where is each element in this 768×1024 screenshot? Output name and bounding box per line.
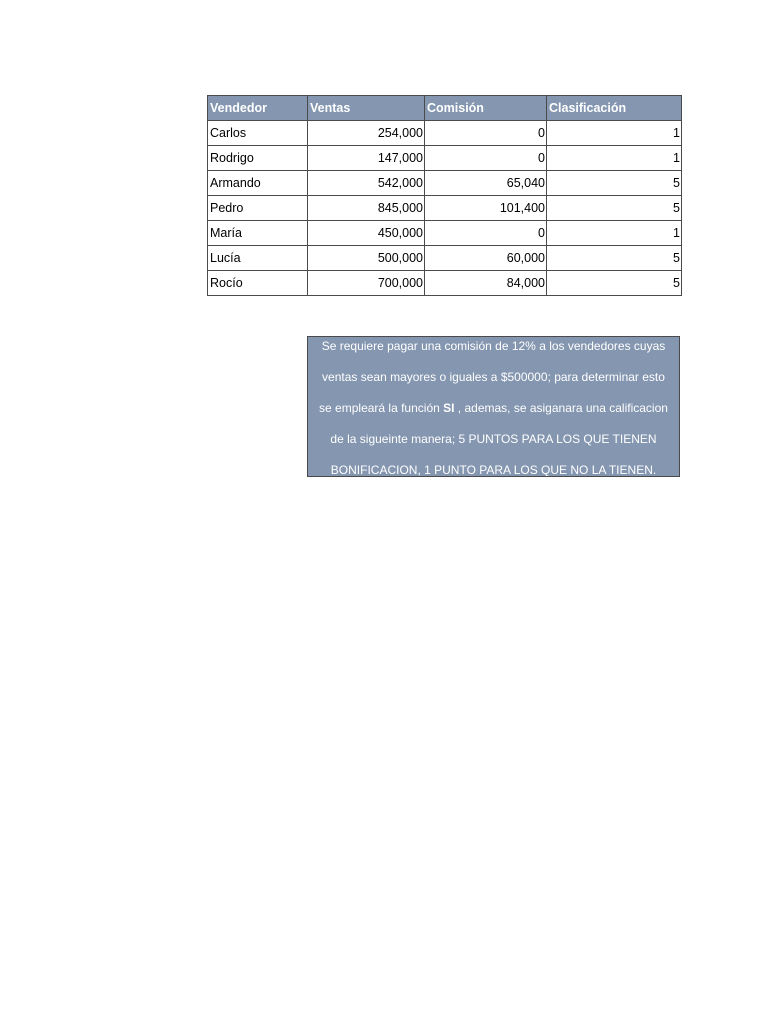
table-row — [208, 146, 682, 171]
cell-ventas[interactable]: 700,000 — [308, 271, 425, 296]
cell-ventas[interactable]: 500,000 — [308, 246, 425, 271]
cell-comision[interactable]: 65,040 — [425, 171, 547, 196]
header-clasificacion[interactable]: Clasificación — [547, 96, 682, 121]
cell-comision[interactable]: 101,400 — [425, 196, 547, 221]
table-header-row — [208, 96, 682, 121]
cell-vendedor[interactable]: Lucía — [208, 246, 308, 271]
cell-comision[interactable]: 84,000 — [425, 271, 547, 296]
cell-vendedor[interactable]: Rocío — [208, 271, 308, 296]
note-line-3 — [312, 393, 675, 424]
cell-ventas[interactable]: 845,000 — [308, 196, 425, 221]
cell-clasificacion[interactable]: 1 — [547, 146, 682, 171]
table-row — [208, 196, 682, 221]
header-comision[interactable]: Comisión — [425, 96, 547, 121]
cell-vendedor[interactable]: Pedro — [208, 196, 308, 221]
cell-comision[interactable]: 0 — [425, 121, 547, 146]
cell-vendedor[interactable]: Rodrigo — [208, 146, 308, 171]
function-name-si: SI — [443, 401, 455, 415]
cell-clasificacion[interactable]: 1 — [547, 121, 682, 146]
note-line-4: de la sigueinte manera; 5 PUNTOS PARA LOS QUE TIENEN — [330, 432, 657, 446]
header-ventas[interactable]: Ventas — [308, 96, 425, 121]
cell-clasificacion[interactable]: 5 — [547, 246, 682, 271]
cell-vendedor[interactable]: Armando — [208, 171, 308, 196]
cell-clasificacion[interactable]: 5 — [547, 196, 682, 221]
cell-clasificacion[interactable]: 5 — [547, 271, 682, 296]
table-row — [208, 246, 682, 271]
header-vendedor[interactable]: Vendedor — [208, 96, 308, 121]
cell-clasificacion[interactable]: 5 — [547, 171, 682, 196]
table-row — [208, 271, 682, 296]
note-line-5: BONIFICACION, 1 PUNTO PARA LOS QUE NO LA TIENEN. — [330, 463, 657, 477]
cell-vendedor[interactable]: María — [208, 221, 308, 246]
cell-clasificacion[interactable]: 1 — [547, 221, 682, 246]
instructions-note[interactable] — [307, 336, 680, 477]
table-row — [208, 171, 682, 196]
note-line-3-after: , ademas, se asiganara una calificacion — [454, 401, 668, 415]
table-row — [208, 221, 682, 246]
cell-ventas[interactable]: 147,000 — [308, 146, 425, 171]
cell-ventas[interactable]: 542,000 — [308, 171, 425, 196]
note-line-1: Se requiere pagar una comisión de 12% a los vendedores cuyas — [321, 339, 666, 353]
cell-comision[interactable]: 60,000 — [425, 246, 547, 271]
cell-comision[interactable]: 0 — [425, 146, 547, 171]
cell-ventas[interactable]: 254,000 — [308, 121, 425, 146]
cell-ventas[interactable]: 450,000 — [308, 221, 425, 246]
sales-table — [207, 95, 682, 296]
table-row — [208, 121, 682, 146]
note-line-2: ventas sean mayores o iguales a $500000; para determinar esto — [322, 370, 665, 384]
cell-vendedor[interactable]: Carlos — [208, 121, 308, 146]
note-line-3-before: se empleará la función — [319, 401, 444, 415]
cell-comision[interactable]: 0 — [425, 221, 547, 246]
